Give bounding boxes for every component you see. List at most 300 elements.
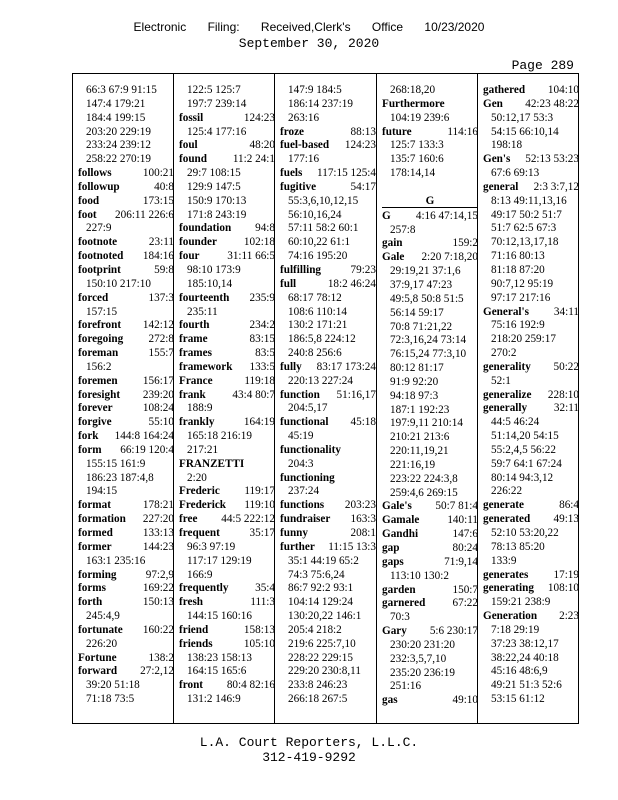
index-refs: 124:23 <box>344 139 376 152</box>
index-refs: 71:16 80:13 <box>491 250 545 263</box>
index-term: Fortune <box>78 651 117 664</box>
index-refs: 37:9,17 47:23 <box>390 278 453 291</box>
page-number: Page 289 <box>511 58 574 73</box>
index-refs: 74:16 195:20 <box>288 250 348 263</box>
index-term: frankly <box>179 416 215 429</box>
index-term: foundation <box>179 222 232 235</box>
index-refs: 49:10 <box>452 694 478 707</box>
index-entry <box>382 126 478 140</box>
index-refs: 245:4,9 <box>86 610 120 623</box>
index-entry <box>78 319 174 333</box>
index-refs: 102:18 <box>243 236 275 249</box>
index-refs-continued <box>280 347 376 361</box>
section-letter <box>382 195 478 208</box>
index-refs: 186:23 187:4,8 <box>86 471 154 484</box>
index-refs: 88:13 <box>350 125 376 138</box>
index-refs-continued <box>382 680 478 694</box>
index-entry <box>78 181 174 195</box>
index-refs-continued <box>78 306 174 320</box>
index-refs-continued <box>280 610 376 624</box>
index-term: forgive <box>78 416 112 429</box>
index-term: found <box>179 153 207 166</box>
index-refs-continued <box>483 638 579 652</box>
index-term: food <box>78 194 100 207</box>
index-refs: 144:8 164:24 <box>114 430 174 443</box>
index-term: fugitive <box>280 180 317 193</box>
index-term: generating <box>483 582 534 595</box>
index-entry <box>280 416 376 430</box>
index-refs: 232:3,5,7,10 <box>390 652 447 665</box>
index-term: fourth <box>179 319 210 332</box>
index-refs: 237:24 <box>288 485 320 498</box>
index-term: forced <box>78 291 109 304</box>
index-term: function <box>280 388 320 401</box>
index-refs-continued <box>483 195 579 209</box>
index-refs: 188:9 <box>187 402 213 415</box>
index-refs: 220:11,19,21 <box>390 445 449 458</box>
index-refs-continued <box>280 430 376 444</box>
index-refs-continued <box>483 416 579 430</box>
index-refs: 55:2,4,5 56:22 <box>491 443 556 456</box>
index-refs: 263:16 <box>288 111 320 124</box>
index-refs: 50:22 <box>553 360 579 373</box>
index-term: fulfilling <box>280 263 322 276</box>
index-refs-continued <box>179 652 275 666</box>
index-term: gathered <box>483 84 526 96</box>
index-entry <box>382 514 478 528</box>
index-refs: 97:17 217:16 <box>491 291 551 304</box>
index-refs: 18:2 46:24 <box>327 277 376 290</box>
index-refs: 59:7 64:1 67:24 <box>491 457 562 470</box>
efiling-header <box>0 20 618 34</box>
index-term: generality <box>483 360 531 373</box>
index-refs-continued <box>179 84 275 98</box>
index-refs: 59:8 <box>154 263 174 276</box>
index-refs-continued <box>280 375 376 389</box>
index-term: forms <box>78 582 106 595</box>
index-term: former <box>78 540 112 553</box>
index-refs-continued <box>179 195 275 209</box>
index-refs: 45:18 <box>350 416 376 429</box>
index-refs: 54:15 66:10,14 <box>491 125 559 138</box>
index-refs: 86:4 <box>559 499 579 512</box>
spacer <box>382 181 478 195</box>
index-refs-continued <box>382 404 478 418</box>
index-term: founder <box>179 236 217 249</box>
index-refs: 235:11 <box>187 305 218 318</box>
index-refs: 140:11 <box>447 514 478 527</box>
index-refs: 144:15 160:16 <box>187 610 252 623</box>
index-refs: 108:6 110:14 <box>288 305 347 318</box>
index-refs: 178:21 <box>142 499 174 512</box>
index-term: friend <box>179 623 209 636</box>
index-entry <box>179 513 275 527</box>
index-refs: 68:17 78:12 <box>288 291 342 304</box>
index-refs-continued <box>280 582 376 596</box>
index-refs: 203:23 <box>344 499 376 512</box>
index-refs: 38:22,24 40:18 <box>491 651 559 664</box>
index-refs-continued <box>382 570 478 584</box>
index-term: foot <box>78 208 97 221</box>
index-refs: 80:14 94:3,12 <box>491 471 554 484</box>
index-entry <box>179 112 275 126</box>
index-refs-continued <box>179 569 275 583</box>
index-entry <box>179 375 275 389</box>
index-entry <box>483 153 579 167</box>
index-entry <box>483 306 579 320</box>
index-entry <box>382 625 478 639</box>
index-refs: 234:2 <box>249 319 275 332</box>
index-term: gain <box>382 237 403 250</box>
index-refs: 70:3 <box>390 611 410 624</box>
index-refs: 130:20,22 146:1 <box>288 610 362 623</box>
index-refs: 29:7 108:15 <box>187 167 241 180</box>
index-refs-continued <box>179 430 275 444</box>
index-term: Gen <box>483 97 503 110</box>
index-column-3 <box>280 84 376 707</box>
index-entry <box>179 596 275 610</box>
index-term: Gamale <box>382 514 420 527</box>
index-refs-continued <box>280 402 376 416</box>
index-entry <box>483 499 579 513</box>
index-entry <box>280 126 376 140</box>
index-refs: 50:7 81:4 <box>435 500 478 513</box>
index-refs: 98:10 173:9 <box>187 263 241 276</box>
index-refs: 144:23 <box>142 540 174 553</box>
index-refs: 83:5 <box>255 347 275 360</box>
index-refs: 233:24 239:12 <box>86 139 151 152</box>
index-refs-continued <box>382 224 478 238</box>
index-refs: 42:23 48:22 <box>525 97 579 110</box>
index-refs: 227:20 <box>142 513 174 526</box>
index-refs: 125:7 133:3 <box>390 139 444 152</box>
index-entry <box>78 513 174 527</box>
index-refs: 117:17 129:19 <box>187 554 252 567</box>
index-refs-continued <box>280 458 376 472</box>
index-refs-continued <box>78 153 174 167</box>
index-entry <box>179 333 275 347</box>
index-term: functional <box>280 416 329 429</box>
index-term: gaps <box>382 555 404 568</box>
index-term: Frederic <box>179 485 220 498</box>
index-refs: 2:20 7:18,20 <box>421 251 478 264</box>
index-refs: 124:23 <box>243 111 275 124</box>
index-term: frame <box>179 333 208 346</box>
index-refs-continued <box>179 402 275 416</box>
index-refs: 51:14,20 54:15 <box>491 430 559 443</box>
index-refs: 251:16 <box>390 680 422 693</box>
index-entry <box>280 389 376 403</box>
index-refs-continued <box>483 472 579 486</box>
index-refs-continued <box>483 139 579 153</box>
index-refs: 37:23 38:12,17 <box>491 637 559 650</box>
index-refs-continued <box>483 375 579 389</box>
index-refs: 94:8 <box>255 222 275 235</box>
index-entry <box>280 527 376 541</box>
index-refs: 203:20 229:19 <box>86 125 151 138</box>
index-term: future <box>382 125 412 138</box>
index-refs: 129:9 147:5 <box>187 180 241 193</box>
index-refs-continued <box>382 153 478 167</box>
index-term: fourteenth <box>179 291 230 304</box>
index-refs: 52:1 <box>491 374 511 387</box>
index-entry <box>280 541 376 555</box>
index-entry <box>382 528 478 542</box>
index-refs-continued <box>179 209 275 223</box>
index-refs: 137:3 <box>148 291 174 304</box>
index-refs-continued <box>483 458 579 472</box>
index-refs: 130:2 171:21 <box>288 319 348 332</box>
index-refs-continued <box>280 236 376 250</box>
index-entry <box>280 513 376 527</box>
index-entry <box>179 499 275 513</box>
index-entry <box>179 624 275 638</box>
index-refs-continued <box>280 209 376 223</box>
index-refs: 5:6 230:17 <box>429 625 478 638</box>
index-entry <box>483 361 579 375</box>
index-term: foresight <box>78 388 121 401</box>
index-refs: 51:7 62:5 67:3 <box>491 222 557 235</box>
index-refs: 90:7,12 95:19 <box>491 277 554 290</box>
index-refs: 80:24 <box>452 542 478 554</box>
index-refs: 40:8 <box>154 180 174 193</box>
index-term: frank <box>179 388 206 401</box>
index-refs-continued <box>382 139 478 153</box>
index-refs: 187:1 192:23 <box>390 403 450 416</box>
index-term: fresh <box>179 596 204 609</box>
index-refs: 198:18 <box>491 139 523 152</box>
index-term: fuels <box>280 167 303 180</box>
index-refs-continued <box>382 487 478 501</box>
index-entry <box>179 638 275 652</box>
index-refs: 135:7 160:6 <box>390 153 444 166</box>
index-box <box>72 73 579 724</box>
index-refs-continued <box>179 444 275 458</box>
index-term: footnoted <box>78 250 124 263</box>
index-refs: 117:15 125:4 <box>317 167 376 180</box>
index-entry <box>483 98 579 112</box>
index-refs: 119:17 <box>244 485 275 498</box>
index-refs: 147:9 184:5 <box>288 84 342 96</box>
index-entry <box>179 222 275 236</box>
index-entry <box>78 499 174 513</box>
index-entry <box>78 333 174 347</box>
index-refs: 57:11 58:2 60:1 <box>288 222 359 235</box>
index-term: fully <box>280 360 302 373</box>
index-refs: 56:10,16,24 <box>288 208 342 221</box>
index-refs: 270:2 <box>491 347 517 360</box>
index-refs: 29:19,21 37:1,6 <box>390 265 461 278</box>
index-refs: 2:23 <box>559 610 579 623</box>
index-refs: 35:1 44:19 65:2 <box>288 554 359 567</box>
index-refs-continued <box>483 541 579 555</box>
index-refs: 49:21 51:3 52:6 <box>491 679 562 692</box>
index-term: generally <box>483 402 528 415</box>
index-refs: 50:12,17 53:3 <box>491 111 554 124</box>
index-refs: 119:10 <box>244 499 275 512</box>
index-refs: 228:10 <box>547 388 579 401</box>
index-term: full <box>280 277 297 290</box>
index-refs: 52:13 53:23 <box>525 153 579 166</box>
index-refs: 147:4 179:21 <box>86 97 146 110</box>
index-term: footprint <box>78 263 121 276</box>
index-refs: 17:19 <box>553 568 579 581</box>
index-refs: 79:23 <box>350 263 376 276</box>
index-refs-continued <box>483 485 579 499</box>
index-refs-continued <box>382 459 478 473</box>
index-refs-continued <box>382 362 478 376</box>
index-refs: 204:3 <box>288 457 314 470</box>
index-refs: 186:14 237:19 <box>288 97 353 110</box>
index-entry <box>78 250 174 264</box>
index-refs-continued <box>78 679 174 693</box>
index-term: Gary <box>382 625 407 638</box>
index-refs-continued <box>78 126 174 140</box>
index-refs-continued <box>78 98 174 112</box>
index-refs: 164:19 <box>243 416 275 429</box>
index-entry <box>179 236 275 250</box>
index-refs: 159:21 238:9 <box>491 596 551 609</box>
index-refs: 67:6 69:13 <box>491 167 540 180</box>
index-refs-continued <box>78 485 174 499</box>
index-term: FRANZETTI <box>179 457 245 470</box>
index-entry <box>78 402 174 416</box>
index-refs-continued <box>483 652 579 666</box>
index-term: fundraiser <box>280 513 331 526</box>
efiling-received: Received,Clerk's <box>260 20 351 34</box>
index-refs-continued <box>280 222 376 236</box>
index-refs: 239:20 <box>142 388 174 401</box>
index-refs-continued <box>280 624 376 638</box>
index-refs: 74:3 75:6,24 <box>288 568 345 581</box>
index-entry <box>179 153 275 167</box>
index-refs: 169:22 <box>142 582 174 595</box>
index-term: form <box>78 443 102 456</box>
index-refs: 91:9 92:20 <box>390 375 439 388</box>
index-refs: 45:19 <box>288 430 314 443</box>
index-refs: 186:5,8 224:12 <box>288 333 356 346</box>
index-term: General's <box>483 305 529 318</box>
index-refs: 184:16 <box>142 250 174 263</box>
index-refs: 48:20 <box>249 139 275 152</box>
index-entry <box>78 167 174 181</box>
index-refs-continued <box>179 264 275 278</box>
index-refs-continued <box>78 610 174 624</box>
index-entry <box>280 499 376 513</box>
index-refs: 164:15 165:6 <box>187 665 247 678</box>
index-refs-continued <box>382 445 478 459</box>
index-refs: 23:11 <box>148 236 174 249</box>
index-refs: 150:9 170:13 <box>187 194 247 207</box>
index-refs: 159:2 <box>452 237 478 250</box>
index-refs: 163:3 <box>350 513 376 526</box>
index-refs: 71:18 73:5 <box>86 693 135 706</box>
index-refs-continued <box>78 638 174 652</box>
index-entry <box>382 98 478 112</box>
index-refs: 86:7 92:2 93:1 <box>288 582 354 595</box>
index-refs: 221:16,19 <box>390 458 436 471</box>
index-refs-continued <box>179 167 275 181</box>
index-refs-continued <box>483 319 579 333</box>
index-term: Gandhi <box>382 528 419 541</box>
index-refs: 96:3 97:19 <box>187 540 236 553</box>
index-term: forming <box>78 568 117 581</box>
index-refs: 160:22 <box>142 623 174 636</box>
index-entry <box>179 527 275 541</box>
index-term: foregoing <box>78 333 124 346</box>
index-refs: 171:8 243:19 <box>187 208 247 221</box>
index-refs-continued <box>280 153 376 167</box>
index-refs-continued <box>483 624 579 638</box>
index-refs-continued <box>78 472 174 486</box>
index-term: footnote <box>78 236 118 249</box>
index-refs: 78:13 85:20 <box>491 540 545 553</box>
index-column-4 <box>382 84 478 708</box>
index-term: Gale <box>382 251 405 264</box>
index-refs: 173:15 <box>142 194 174 207</box>
index-entry <box>78 444 174 458</box>
index-term: Frederick <box>179 499 227 512</box>
index-entry <box>382 237 478 251</box>
index-refs-continued <box>483 527 579 541</box>
index-entry <box>78 652 174 666</box>
index-refs: 210:21 213:6 <box>390 431 450 444</box>
index-refs: 158:13 <box>243 623 275 636</box>
index-refs-continued <box>483 126 579 140</box>
index-term: generates <box>483 568 529 581</box>
index-refs-continued <box>78 139 174 153</box>
index-term: further <box>280 540 315 553</box>
index-entry <box>280 444 376 458</box>
efiling-electronic: Electronic <box>133 20 187 34</box>
index-refs: 51:16,17 <box>336 388 376 401</box>
index-refs: 133:13 <box>142 527 174 539</box>
index-refs: 97:2,9 <box>145 568 174 581</box>
index-entry <box>483 610 579 624</box>
index-refs: 197:7 239:14 <box>187 97 247 110</box>
index-entry <box>179 361 275 375</box>
index-refs: 228:22 229:15 <box>288 651 353 664</box>
index-refs-continued <box>179 472 275 486</box>
index-refs: 94:18 97:3 <box>390 389 439 402</box>
index-refs: 220:13 227:24 <box>288 374 353 387</box>
index-entry <box>179 292 275 306</box>
index-entry <box>483 582 579 596</box>
index-refs: 43:4 80:7 <box>232 388 275 401</box>
index-term: follows <box>78 167 112 180</box>
index-refs: 131:2 146:9 <box>187 693 241 706</box>
index-refs-continued <box>382 348 478 362</box>
index-column-5 <box>483 84 579 707</box>
index-entry <box>78 416 174 430</box>
index-refs: 2:20 <box>187 471 207 484</box>
index-term: forward <box>78 665 118 678</box>
index-refs: 32:11 <box>553 402 579 415</box>
index-refs: 34:11 <box>553 305 579 318</box>
index-refs-continued <box>483 167 579 181</box>
index-refs: 72:3,16,24 73:14 <box>390 334 467 347</box>
index-refs: 155:15 161:9 <box>86 457 146 470</box>
index-entry <box>78 389 174 403</box>
index-refs: 49:13 <box>553 513 579 526</box>
index-term: formation <box>78 513 126 526</box>
index-refs: 155:7 <box>148 347 174 360</box>
index-refs: 157:15 <box>86 305 118 318</box>
index-refs-continued <box>78 458 174 472</box>
index-refs: 165:18 216:19 <box>187 430 252 443</box>
index-column-1 <box>78 84 174 707</box>
index-refs: 218:20 259:17 <box>491 333 556 346</box>
